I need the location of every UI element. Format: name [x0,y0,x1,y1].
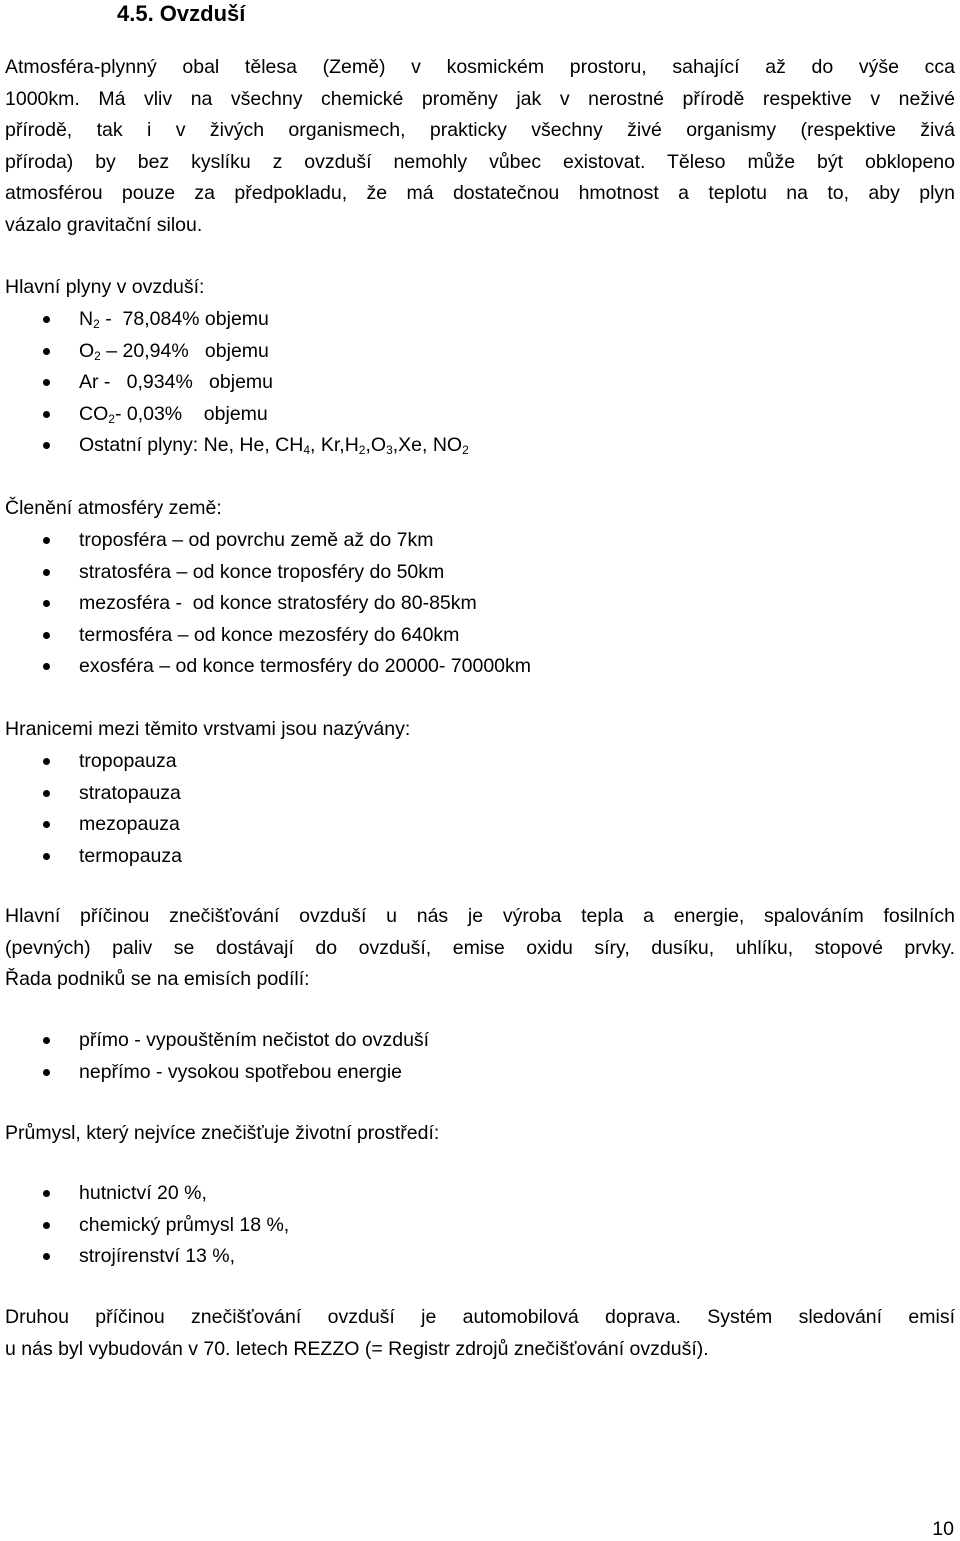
bullet-icon [43,853,50,860]
intro-line: 1000km. Má vliv na všechny chemické proměny jak v nerostné přírodě respektive v neživé [5,87,955,110]
bullet-icon [43,348,50,355]
pollution-line: Hlavní příčinou znečišťování ovzduší u nás je výroba tepla a energie, spalováním fosilních [5,905,955,927]
list-item: termosféra – od konce mezosféry do 640km [5,620,531,652]
boundaries-title: Hranicemi mezi těmito vrstvami jsou nazývány: [5,718,411,740]
page-number: 10 [932,1518,954,1540]
intro-line: příroda) by bez kyslíku z ovzduší nemohly vůbec existovat. Těleso může být obklopeno [5,150,955,173]
pollution-list [5,1025,429,1088]
layers-list [5,525,531,683]
list-item: termopauza [5,841,182,873]
gases-list [5,304,469,462]
bullet-icon [43,411,50,418]
bullet-icon [43,600,50,607]
bullet-icon [43,663,50,670]
bullet-icon [43,1069,50,1076]
pollution-paragraph [5,901,955,996]
industry-list [5,1178,289,1273]
bullet-icon [43,1222,50,1229]
layers-title: Členění atmosféry země: [5,497,222,519]
bullet-icon [43,1037,50,1044]
gases-title: Hlavní plyny v ovzduší: [5,276,205,298]
bullet-icon [43,758,50,765]
list-item: Ostatní plyny: Ne, He, $CH_4$, $Kr,H_2,O_3,Xe$, $NO_2$ [5,430,469,462]
industry-title: Průmysl, který nejvíce znečišťuje životní prostředí: [5,1122,440,1144]
list-item: Ar - 0,934% objemu [5,367,469,399]
list-item: strojírenství 13 %, [5,1241,289,1273]
pollution-line: (pevných) paliv se dostávají do ovzduší, emise oxidu síry, dusíku, uhlíku, stopové prvky. [5,936,955,959]
bullet-icon [43,1190,50,1197]
intro-line: Atmosféra-plynný obal tělesa (Země) v kosmickém prostoru, sahající až do výše cca [5,56,955,78]
list-item: mezosféra - od konce stratosféry do 80-85km [5,588,531,620]
bullet-icon [43,821,50,828]
list-item: tropopauza [5,746,182,778]
list-item: hutnictví 20 %, [5,1178,289,1210]
pollution-line: Řada podniků se na emisích podílí: [5,968,310,991]
list-item: $O_2 - 20,94\%$ objemu [5,336,469,368]
bullet-icon [43,569,50,576]
list-item: mezopauza [5,809,182,841]
list-item: exosféra – od konce termosféry do 20000- 70000km [5,651,531,683]
list-item: troposféra – od povrchu země až do 7km [5,525,531,557]
bullet-icon [43,790,50,797]
list-item: chemický průmysl 18 %, [5,1210,289,1242]
list-item: stratopauza [5,778,182,810]
list-item: $CO_2-$ 0,03% objemu [5,399,469,431]
bullet-icon [43,632,50,639]
bullet-icon [43,537,50,544]
list-item: $N_2 - 78,084\%$ objemu [5,304,469,336]
list-item: nepřímo - vysokou spotřebou energie [5,1057,429,1089]
list-item: stratosféra – od konce troposféry do 50km [5,557,531,589]
bullet-icon [43,442,50,449]
intro-line: atmosférou pouze za předpokladu, že má dostatečnou hmotnost a teplotu na to, aby plyn [5,182,955,205]
transport-paragraph [5,1302,955,1365]
bullet-icon [43,379,50,386]
intro-line: vázalo gravitační silou. [5,213,203,236]
transport-line: u nás byl vybudován v 70. letech REZZO (= Registr zdrojů znečišťování ovzduší). [5,1337,709,1360]
bullet-icon [43,1253,50,1260]
intro-paragraph [5,52,955,242]
bullet-icon [43,316,50,323]
boundaries-list [5,746,182,872]
intro-line: přírodě, tak i v živých organismech, prakticky všechny živé organismy (respektive živá [5,119,955,142]
transport-line: Druhou příčinou znečišťování ovzduší je automobilová doprava. Systém sledování emisí [5,1306,955,1328]
list-item: přímo - vypouštěním nečistot do ovzduší [5,1025,429,1057]
section-heading: 4.5. Ovzduší [117,1,246,26]
